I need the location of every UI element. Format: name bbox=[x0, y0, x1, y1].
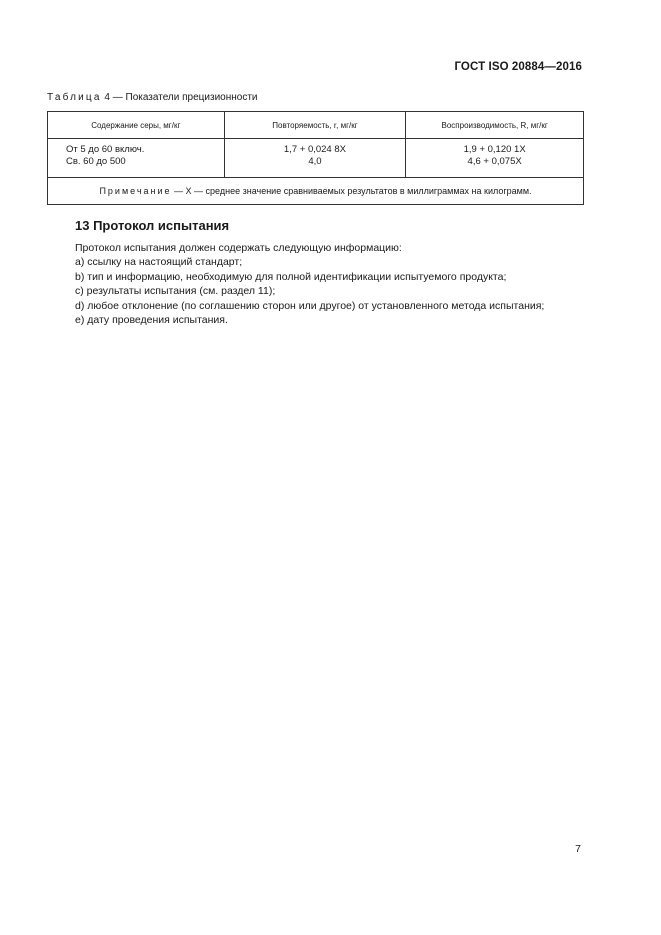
sulfur-range-2: Св. 60 до 500 bbox=[66, 156, 126, 167]
table-cell-repeatability bbox=[224, 139, 406, 178]
table-note-prefix: Примечание bbox=[99, 186, 172, 196]
list-item: c) результаты испытания (см. раздел 11); bbox=[75, 285, 276, 298]
precision-table bbox=[47, 111, 584, 205]
table-cell-reproducibility bbox=[406, 139, 584, 178]
list-item: d) любое отклонение (по соглашению сторон или другое) от установленного метода испытания; bbox=[75, 299, 545, 312]
table-caption-prefix: Таблица bbox=[47, 92, 102, 103]
column-header-reproducibility: Воспроизводимость, R, мг/кг bbox=[406, 112, 584, 139]
table-note-row bbox=[48, 178, 584, 205]
table-note bbox=[48, 178, 584, 205]
list-item: a) ссылку на настоящий стандарт; bbox=[75, 256, 243, 269]
table-caption-text: — Показатели прецизионности bbox=[109, 92, 258, 103]
page-number: 7 bbox=[575, 843, 581, 855]
table-row bbox=[48, 139, 584, 178]
table-header-row bbox=[48, 112, 584, 139]
section-intro: Протокол испытания должен содержать следующую информацию: bbox=[75, 242, 402, 254]
table-caption bbox=[47, 92, 257, 103]
section-body bbox=[75, 241, 595, 327]
section-title: 13 Протокол испытания bbox=[75, 218, 230, 233]
reproducibility-2: 4,6 + 0,075X bbox=[467, 156, 522, 167]
repeatability-1: 1,7 + 0,024 8X bbox=[283, 144, 346, 155]
list-item: b) тип и информацию, необходимую для полной идентификации испытуемого продукта; bbox=[75, 270, 507, 283]
document-standard-header: ГОСТ ISO 20884—2016 bbox=[454, 61, 582, 73]
sulfur-range-1: От 5 до 60 включ. bbox=[66, 144, 145, 155]
reproducibility-1: 1,9 + 0,120 1X bbox=[463, 144, 526, 155]
list-item: e) дату проведения испытания. bbox=[75, 314, 228, 327]
repeatability-2: 4,0 bbox=[308, 156, 322, 167]
table-note-text: — X — среднее значение сравниваемых результатов в миллиграммах на килограмм. bbox=[171, 186, 532, 196]
column-header-repeatability: Повторяемость, r, мг/кг bbox=[224, 112, 406, 139]
table-caption-number: 4 bbox=[104, 92, 110, 103]
column-header-sulfur: Содержание серы, мг/кг bbox=[48, 112, 225, 139]
table-cell-sulfur-range bbox=[48, 139, 225, 178]
